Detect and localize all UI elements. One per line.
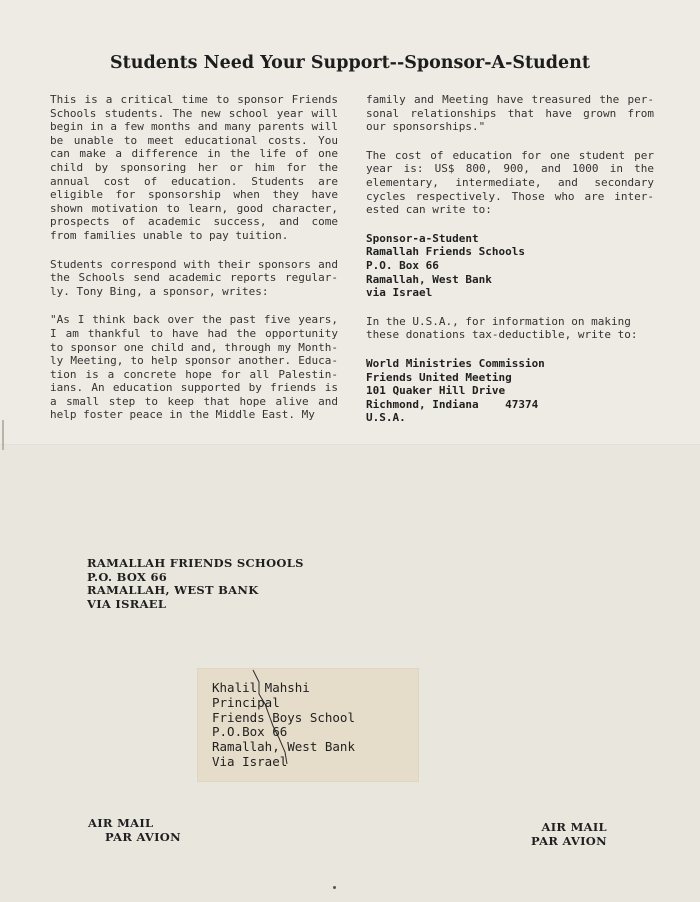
recipient-line: Ramallah, West Bank <box>212 739 355 755</box>
sponsor-address <box>366 232 654 300</box>
article-left-column <box>50 93 338 422</box>
address-line: World Ministries Commission <box>366 356 545 370</box>
usa-address <box>366 357 654 425</box>
return-address-line: VIA ISRAEL <box>87 596 167 611</box>
return-address-line: RAMALLAH FRIENDS SCHOOLS <box>87 556 304 570</box>
airmail-right <box>531 821 607 848</box>
speck <box>333 886 336 889</box>
address-line: Sponsor-a-Student <box>366 231 479 245</box>
address-line: P.O. Box 66 <box>366 258 439 272</box>
address-line: Friends United Meeting <box>366 370 512 384</box>
airmail-left <box>88 817 181 844</box>
address-line: 101 Quaker Hill Drive <box>366 384 506 398</box>
par-avion-line: PAR AVION <box>531 833 607 848</box>
recipient-line: Via Israel <box>212 753 288 769</box>
paragraph-cost: The cost of education for one student per year is: US$ 800, 900, and 1000 in the elementary, intermediate, and secondary cycles respectively. Those who are inter-ested can write to: <box>366 148 654 217</box>
paragraph-correspond: Students correspond with their sponsors and the Schools send academic reports regular-ly. Tony Bing, a sponsor, writes: <box>50 257 338 298</box>
address-line: Richmond, Indiana 47374 <box>366 397 539 411</box>
page-title: Students Need Your Support--Sponsor-A-Student <box>110 53 590 73</box>
recipient-line: P.O.Box 66 <box>212 724 288 740</box>
paragraph-quote-cont: family and Meeting have treasured the per-sonal relationships that have grown from our sponsorships." <box>366 93 654 134</box>
paragraph-intro: This is a critical time to sponsor Friends Schools students. The new school year will begin in a few months and many parents will be unable to meet educational costs. You can make a difference in the life of one child by sponsoring her or him for the annual cost of education. Students are eligible for sponsorship when they have shown motivation to learn, good character, prospects of academic success, and come from families unable to pay tuition. <box>50 93 338 242</box>
address-line: U.S.A. <box>366 411 406 425</box>
return-address-line: P.O. BOX 66 <box>87 569 168 584</box>
par-avion-line: PAR AVION <box>105 829 181 844</box>
airmail-line: AIR MAIL <box>541 820 607 834</box>
address-line: Ramallah Friends Schools <box>366 245 525 259</box>
airmail-line: AIR MAIL <box>88 816 154 830</box>
return-address-line: RAMALLAH, WEST BANK <box>87 583 259 598</box>
edge-mark <box>2 420 4 450</box>
recipient-line: Friends Boys School <box>212 709 355 725</box>
paragraph-usa: In the U.S.A., for information on making these donations tax-deductible, write to: <box>366 314 638 342</box>
recipient-address <box>212 681 355 770</box>
address-line: Ramallah, West Bank <box>366 272 492 286</box>
recipient-line: Principal <box>212 694 280 710</box>
address-line: via Israel <box>366 286 433 300</box>
article-right-column <box>366 93 654 425</box>
recipient-line: Khalil Mahshi <box>212 680 310 695</box>
paragraph-quote: "As I think back over the past five years, I am thankful to have had the opportunity to sponsor one child and, through my Month-ly Meeting, to help sponsor another. Educa-tion is a concrete hope for all Palestin-ians. An education supported by friends is a small step to keep that hope alive and help foster peace in the Middle East. My <box>50 313 338 422</box>
return-address <box>87 557 304 611</box>
